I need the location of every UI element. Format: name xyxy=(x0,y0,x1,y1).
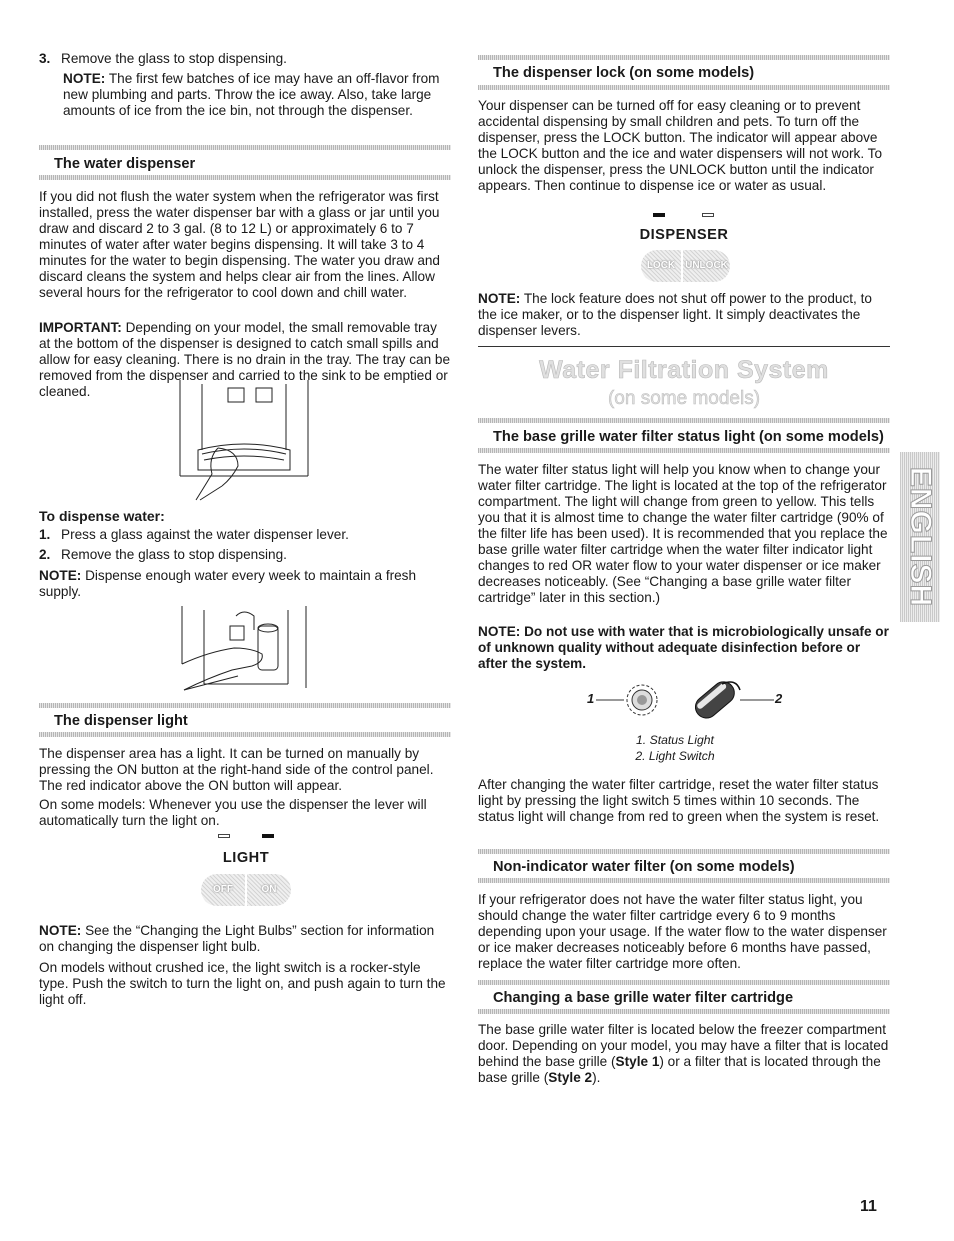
section-divider xyxy=(478,346,890,347)
lock-indicator xyxy=(653,213,665,217)
section-rule xyxy=(478,85,890,90)
step-3-note: NOTE: The first few batches of ice may have an off-flavor from new plumbing and parts. Throw the ice away. Also, take large amounts of ice from the ice bin, not through the dispenser. xyxy=(63,71,440,118)
subheading-to-dispense-water: To dispense water: xyxy=(39,508,165,524)
off-indicator xyxy=(218,834,230,838)
light-panel-label: LIGHT xyxy=(222,850,270,866)
base-grille-bold-note: NOTE: Do not use with water that is microbiologically unsafe or of unknown quality without adequate disinfection before or after the system. xyxy=(478,624,889,671)
heading-water-dispenser: The water dispenser xyxy=(54,156,196,172)
light-on-button[interactable]: ON xyxy=(247,874,291,906)
water-filtration-title: Water Filtration System xyxy=(539,356,829,384)
unlock-button[interactable]: UNLOCK xyxy=(683,250,730,282)
callout-2: 2 xyxy=(775,691,783,706)
caption-status-light: 1. Status Light xyxy=(636,733,714,747)
status-light-switch-illustration xyxy=(594,680,776,730)
on-indicator xyxy=(262,834,274,838)
heading-non-indicator: Non-indicator water filter (on some models) xyxy=(493,859,795,875)
caption-light-switch: 2. Light Switch xyxy=(635,749,715,763)
section-rule xyxy=(478,980,890,985)
non-indicator-paragraph: If your refrigerator does not have the water filter status light, you should change the water filter cartridge every 6 to 9 months depending upon your usage. If the water flow to the water dispenser or ice maker decreases noticeably before 6 months have passed, replace the water filter cartridge more often. xyxy=(478,892,887,971)
dispenser-light-paragraph-1: The dispenser area has a light. It can be turned on manually by pressing the ON button at the right-hand side of the control panel. The red indicator above the ON button will appear. xyxy=(39,746,434,793)
dispense-step-1: 1. Press a glass against the water dispenser lever. xyxy=(39,527,349,542)
section-rule xyxy=(478,878,890,883)
page-number: 11 xyxy=(860,1198,877,1215)
dispenser-lock-paragraph: Your dispenser can be turned off for easy cleaning or to prevent accidental dispensing by small children and pets. To turn off the dispenser, press the LOCK button. The indicator will appear above the LOCK button and the ice and water dispensers will not work. To unlock the dispenser, press the UNLOCK button until the indicator appears. Then continue to dispense ice or water as usual. xyxy=(478,98,883,193)
section-rule xyxy=(39,703,451,708)
glass-dispensing-illustration xyxy=(178,604,310,696)
heading-dispenser-lock: The dispenser lock (on some models) xyxy=(493,65,755,81)
reset-paragraph: After changing the water filter cartridge, reset the water filter status light by pressing the light switch 5 times within 10 seconds. The status light will change from red to green when the system is reset. xyxy=(478,777,880,824)
dispenser-light-paragraph-2: On some models: Whenever you use the dispenser the lever will automatically turn the light on. xyxy=(39,797,427,828)
dispenser-lock-note: NOTE: The lock feature does not shut off power to the product, to the ice maker, or to the dispenser light. It simply deactivates the dispenser levers. xyxy=(478,291,872,338)
section-rule xyxy=(478,849,890,854)
dispenser-light-paragraph-3: On models without crushed ice, the light switch is a rocker-style type. Push the switch to turn the light on, and push again to turn the light off. xyxy=(39,960,446,1007)
heading-dispenser-light: The dispenser light xyxy=(54,713,188,729)
section-rule xyxy=(39,175,451,180)
unlock-indicator xyxy=(702,213,714,217)
dispenser-panel-label: DISPENSER xyxy=(639,227,729,243)
step-3: 3. Remove the glass to stop dispensing. xyxy=(39,51,287,66)
section-rule xyxy=(478,55,890,60)
dispense-step-2: 2. Remove the glass to stop dispensing. xyxy=(39,547,287,562)
water-filtration-subtitle: (on some models) xyxy=(607,388,761,409)
section-rule xyxy=(39,732,451,737)
dispense-note: NOTE: Dispense enough water every week to maintain a fresh supply. xyxy=(39,568,417,599)
section-rule xyxy=(39,145,451,150)
heading-base-grille-status-light: The base grille water filter status light (on some models) xyxy=(493,429,884,445)
english-side-tab: ENGLISH xyxy=(900,452,940,622)
section-rule xyxy=(478,448,890,453)
section-rule xyxy=(478,418,890,423)
heading-changing-filter: Changing a base grille water filter cartridge xyxy=(493,990,794,1006)
section-rule xyxy=(478,1009,890,1014)
light-off-button[interactable]: OFF xyxy=(201,874,245,906)
water-dispenser-paragraph: If you did not flush the water system when the refrigerator was first installed, press the water dispenser bar with a glass or jar until you draw and discard 2 to 3 gal. (8 to 12 L) or approximately 6 to 7 minutes of water after water begins dispensing. It will take 3 to 4 minutes for the water to begin dispensing. The water you draw and discard cleans the system and helps clear air from the lines. Allow several hours for the refrigerator to cool down and chill water. xyxy=(39,189,440,300)
changing-paragraph: The base grille water filter is located below the freezer compartment door. Depending on your model, you may have a filter that is located behind the base grille (Style 1) or a filter that is located through the base grille (Style 2). xyxy=(478,1022,889,1085)
important-paragraph: IMPORTANT: Depending on your model, the small removable tray at the bottom of the dispenser is designed to catch small spills and allow for easy cleaning. There is no drain in the tray. The tray can be removed from the dispenser and carried to the sink to be emptied or cleaned. xyxy=(39,320,451,399)
water-dispenser-illustration xyxy=(178,378,310,502)
dispenser-light-note: NOTE: See the “Changing the Light Bulbs” section for information on changing the dispenser light bulb. xyxy=(39,923,435,954)
base-grille-paragraph: The water filter status light will help you know when to change your water filter cartridge. The light is located at the top of the refrigerator compartment. The light will change from green to yellow. This tells you that it is almost time to change the water filter cartridge (90% of the filter life has been used). It is recommended that you replace the base grille water filter cartridge when the water filter indicator light changes to red OR water flow to your water dispenser or ice maker decreases noticeably. (See “Changing a base grille water filter cartridge” later in this section.) xyxy=(478,462,888,605)
callout-1: 1 xyxy=(587,691,595,706)
lock-button[interactable]: LOCK xyxy=(641,250,681,282)
